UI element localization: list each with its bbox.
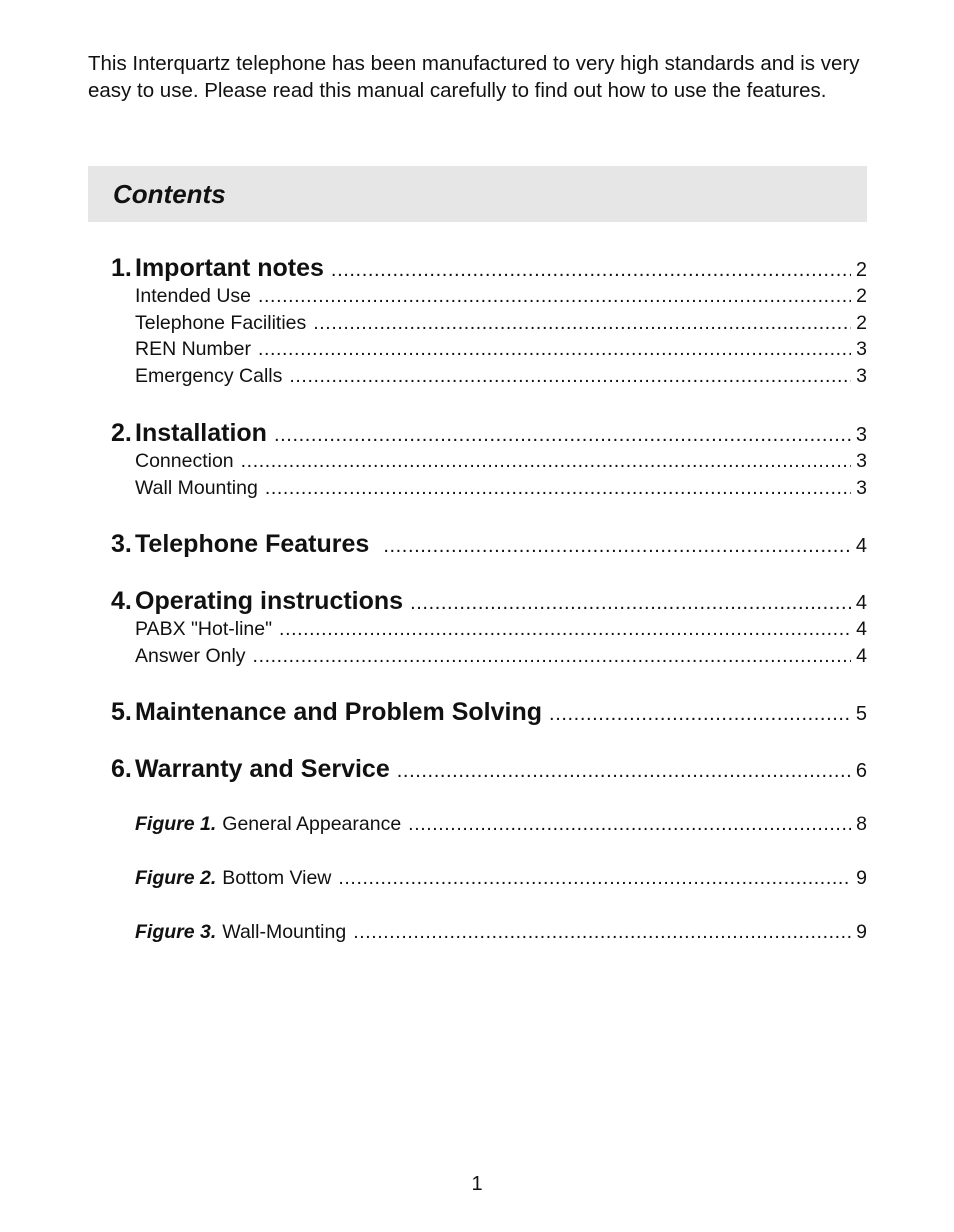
toc-item-intended-use[interactable]: [135, 285, 867, 311]
dot-leader: [410, 592, 851, 615]
toc-figure-label: Bottom View: [222, 867, 332, 889]
toc-item-label: REN Number: [135, 338, 251, 360]
toc-section-number: 1.: [111, 254, 132, 282]
toc-item-label: Answer Only: [135, 645, 246, 667]
toc-item-telephone-facilities[interactable]: [135, 312, 867, 338]
toc-section-number: 6.: [111, 755, 132, 783]
toc-section-number: 3.: [111, 530, 132, 558]
dot-leader: [265, 477, 851, 500]
toc-section-title: Warranty and Service: [135, 755, 390, 783]
dot-leader: [331, 259, 851, 282]
toc-section-telephone-features[interactable]: [111, 530, 867, 560]
toc-page-number: 3: [856, 365, 867, 387]
toc-section-installation[interactable]: [111, 419, 867, 449]
toc-section-title: Maintenance and Problem Solving: [135, 698, 543, 726]
toc-section-warranty[interactable]: [111, 755, 867, 785]
toc-figure-3[interactable]: [135, 921, 867, 947]
toc-section-number: 4.: [111, 587, 132, 615]
toc-page-number: 3: [856, 477, 867, 499]
toc-item-label: Wall Mounting: [135, 477, 258, 499]
dot-leader: [408, 813, 851, 836]
toc-section-title: Telephone Features: [135, 530, 370, 558]
dot-leader: [279, 618, 851, 641]
toc-figure-prefix: Figure 1.: [135, 813, 217, 835]
toc-section-title: Important notes: [135, 254, 324, 282]
toc-figure-prefix: Figure 3.: [135, 921, 217, 943]
dot-leader: [383, 535, 851, 558]
dot-leader: [313, 312, 851, 335]
toc-section-title: Installation: [135, 419, 267, 447]
dot-leader: [258, 285, 851, 308]
toc-section-title: Operating instructions: [135, 587, 404, 615]
dot-leader: [289, 365, 851, 388]
intro-paragraph: This Interquartz telephone has been manufactured to very high standards and is very easy to use. Please read this manual carefully to find out how to use the features.: [88, 52, 860, 102]
toc-item-label: Intended Use: [135, 285, 252, 307]
toc-page-number: 5: [855, 703, 867, 725]
dot-leader: [338, 867, 851, 890]
toc-figure-1[interactable]: [135, 813, 867, 839]
toc-page-number: 2: [856, 285, 867, 307]
toc-page-number: 9: [856, 921, 867, 943]
contents-title: Contents: [113, 179, 226, 209]
toc-figure-2[interactable]: [135, 867, 867, 893]
toc-page-number: 3: [856, 338, 867, 360]
toc-item-label: PABX "Hot-line": [135, 618, 273, 640]
dot-leader: [353, 921, 851, 944]
toc-figure-label: Wall-Mounting: [222, 921, 347, 943]
toc-section-important-notes[interactable]: [111, 254, 867, 284]
toc-page-number: 4: [855, 592, 867, 614]
toc-section-operating-instructions[interactable]: [111, 587, 867, 617]
toc-item-pabx-hot-line[interactable]: [135, 618, 867, 644]
toc-item-emergency-calls[interactable]: [135, 365, 867, 391]
toc-section-number: 2.: [111, 419, 132, 447]
toc-item-label: Emergency Calls: [135, 365, 283, 387]
toc-item-answer-only[interactable]: [135, 645, 867, 671]
toc-section-number: 5.: [111, 698, 132, 726]
toc-page-number: 9: [856, 867, 867, 889]
toc-page-number: 4: [856, 618, 867, 640]
toc-figure-prefix: Figure 2.: [135, 867, 217, 889]
dot-leader: [397, 760, 851, 783]
dot-leader: [258, 338, 851, 361]
toc-page-number: 2: [855, 259, 867, 281]
toc-section-maintenance[interactable]: [111, 698, 867, 728]
toc-figure-label: General Appearance: [222, 813, 402, 835]
toc-item-label: Connection: [135, 450, 234, 472]
toc-page-number: 3: [855, 424, 867, 446]
toc-item-wall-mounting[interactable]: [135, 477, 867, 503]
dot-leader: [549, 703, 851, 726]
toc-page-number: 4: [856, 645, 867, 667]
dot-leader: [253, 645, 852, 668]
toc-page-number: 4: [855, 535, 867, 557]
toc-page-number: 2: [856, 312, 867, 334]
toc-item-ren-number[interactable]: [135, 338, 867, 364]
dot-leader: [241, 450, 851, 473]
dot-leader: [274, 424, 851, 447]
toc-page-number: 8: [856, 813, 867, 835]
page-number: 1: [471, 1173, 483, 1195]
toc-page-number: 6: [855, 760, 867, 782]
toc-item-connection[interactable]: [135, 450, 867, 476]
toc-item-label: Telephone Facilities: [135, 312, 307, 334]
toc-page-number: 3: [856, 450, 867, 472]
